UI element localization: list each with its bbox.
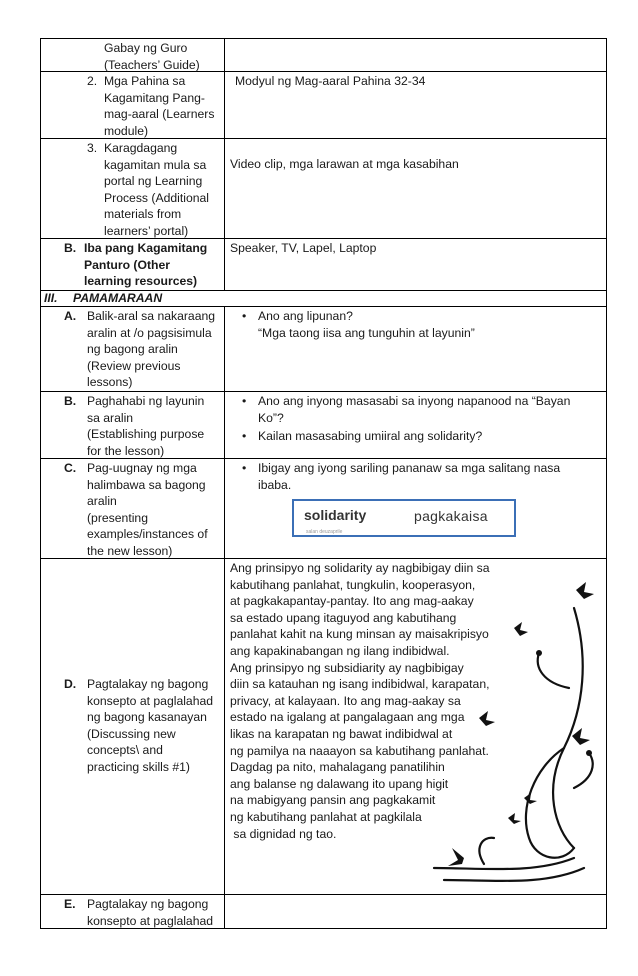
table-border-top [40,38,607,39]
additional-materials-value: Video clip, mga larawan at mga kasabihan [230,157,459,171]
bullet-item: • Ano ang inyong masasabi sa inyong napanood na “Bayan Ko”? [230,393,602,426]
bullet-item: • Ibigay ang iyong sariling pananaw sa mga salitang nasa ibaba. [230,460,602,493]
review-lessons-label: Balik-aral sa nakaraang aralin at /o pagsisimula ng bagong aralin (Review previous lessons) [87,309,216,390]
bullet-item: • Ano ang lipunan? “Mga taong iisa ang tunguhin at layunin” [230,308,602,341]
item-number: 3. [87,141,98,155]
section-number: III. [44,291,58,305]
section-title: PAMAMARAAN [73,291,163,305]
bullet-item: • Kailan masasabing umiiral ang solidarity? [230,428,602,445]
row-divider [40,306,607,307]
item-letter: D. [64,677,77,691]
solidarity-subtext: salan deuzaprile [306,529,343,535]
item-letter: C. [64,461,77,475]
item-letter: A. [64,309,77,323]
item-letter: E. [64,897,76,911]
learners-module-label: Mga Pahina sa Kagamitang Pang- mag-aaral (Learners module) [104,74,215,138]
solidarity-word: solidarity [304,507,367,523]
other-resources-label: Iba pang Kagamitang Panturo (Other learning resources) [84,241,208,289]
item-letter: B. [64,394,77,408]
item-letter: B. [64,241,77,255]
discussing-concepts-2-label: Pagtalakay ng bagong konsepto at paglalahad [87,897,214,928]
row-divider [40,894,607,895]
additional-materials-label: Karagdagang kagamitan mula sa portal ng Learning Process (Additional materials from learners’ portal) [104,141,209,238]
establishing-purpose-content [230,393,602,445]
table-border-right [606,38,607,929]
column-divider [224,306,225,928]
table-border-left [40,38,41,929]
establishing-purpose-label: Paghahabi ng layunin sa aralin (Establishing purpose for the lesson) [87,394,205,458]
other-resources-value: Speaker, TV, Lapel, Laptop [230,241,377,255]
discussing-concepts-content: Ang prinsipyo ng solidarity ay nagbibigay diin sa kabutihang panlahat, tungkulin, kooperasyon, at pagkakapantay-pantay. Ito ang mag-aakay sa estado upang itaguyod ang kabutihang panlahat kahit na kung minsan ay maisakripisyo ang kapakinabangan ng ilang indibidwal. Ang prinsipyo ng subsidiarity ay nagbibigay diin sa katauhan ng isang indibidwal, karapatan, privacy, at kalayaan. Ito ang mag-aakay sa estado na igalang at pangalagaan ang mga likas na karapatan ng bawat indibidwal at ng pamilya na naaayon sa kabutihang panlahat. Dagdag pa nito, mahalagang panatilihin ang balanse ng dalawang ito upang higit na mabigyang pansin ang pagkakamit ng kabutihang panlahat at pagkilala sa dignidad ng tao. [230,561,490,841]
learners-module-value: Modyul ng Mag-aaral Pahina 32-34 [235,74,426,88]
review-lessons-content [230,308,602,341]
discussing-concepts-label: Pagtalakay ng bagong konsepto at paglalahad ng bagong kasanayan (Discussing new concepts\ and practicing skills #1) [87,677,214,774]
solidarity-pagkakaisa-image [292,499,516,537]
teachers-guide-label: Gabay ng Guro (Teachers’ Guide) [104,41,200,72]
presenting-examples-content [230,460,602,556]
row-divider [40,391,607,392]
pagkakaisa-word: pagkakaisa [414,508,488,524]
presenting-examples-label: Pag-uugnay ng mga halimbawa sa bagong aralin (presenting examples/instances of the new lesson) [87,461,208,558]
item-number: 2. [87,74,98,88]
column-divider [224,38,225,290]
lesson-plan-table [40,38,607,929]
